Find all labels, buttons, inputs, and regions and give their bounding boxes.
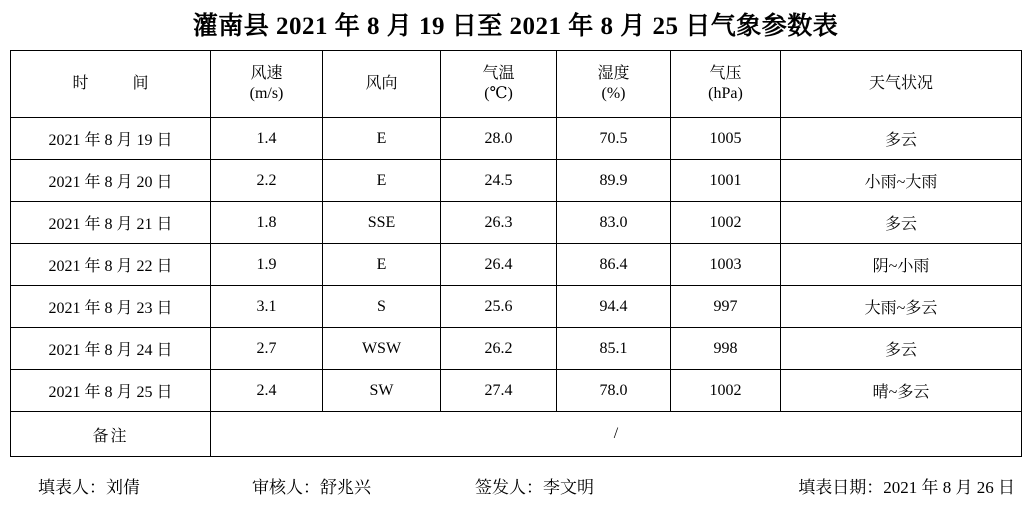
cell-wind-direction: SW	[323, 370, 441, 412]
cell-humidity: 83.0	[557, 202, 671, 244]
cell-humidity: 89.9	[557, 160, 671, 202]
table-row	[11, 160, 1022, 202]
cell-temperature: 27.4	[441, 370, 557, 412]
table-header-row	[11, 51, 1022, 118]
column-header-pressure	[671, 51, 781, 118]
cell-wind-direction: SSE	[323, 202, 441, 244]
cell-pressure: 1002	[671, 370, 781, 412]
column-header-temperature-label: 气温	[482, 65, 515, 82]
footer-filler: 填表人：刘倩	[38, 478, 140, 497]
cell-humidity: 85.1	[557, 328, 671, 370]
cell-temperature: 24.5	[441, 160, 557, 202]
footer-fill-date: 填表日期：2021 年 8 月 26 日	[798, 478, 1015, 497]
remark-label: 备注	[11, 412, 211, 457]
cell-wind-speed: 2.2	[211, 160, 323, 202]
cell-date: 2021 年 8 月 25 日	[11, 370, 211, 412]
column-header-condition	[781, 51, 1022, 118]
cell-wind-speed: 3.1	[211, 286, 323, 328]
table-row	[11, 244, 1022, 286]
cell-temperature: 26.2	[441, 328, 557, 370]
cell-wind-speed: 2.7	[211, 328, 323, 370]
column-header-wind-direction	[323, 51, 441, 118]
table-row	[11, 328, 1022, 370]
cell-wind-direction: S	[323, 286, 441, 328]
cell-temperature: 26.4	[441, 244, 557, 286]
column-header-humidity	[557, 51, 671, 118]
cell-wind-speed: 1.9	[211, 244, 323, 286]
page-title: 灌南县 2021 年 8 月 19 日至 2021 年 8 月 25 日气象参数表	[192, 13, 839, 40]
column-header-wind-speed-unit: (m/s)	[249, 85, 284, 102]
cell-wind-direction: E	[323, 160, 441, 202]
cell-temperature: 26.3	[441, 202, 557, 244]
cell-condition: 阴~小雨	[781, 244, 1022, 286]
cell-humidity: 70.5	[557, 118, 671, 160]
cell-condition: 晴~多云	[781, 370, 1022, 412]
cell-wind-direction: WSW	[323, 328, 441, 370]
cell-temperature: 25.6	[441, 286, 557, 328]
column-header-pressure-unit: (hPa)	[708, 85, 743, 102]
footer-issuer: 签发人：李文明	[475, 478, 594, 497]
cell-condition: 大雨~多云	[781, 286, 1022, 328]
column-header-humidity-unit: (%)	[601, 85, 626, 102]
cell-condition: 小雨~大雨	[781, 160, 1022, 202]
column-header-wind-direction-label: 风向	[365, 75, 398, 92]
cell-wind-speed: 2.4	[211, 370, 323, 412]
cell-condition: 多云	[781, 202, 1022, 244]
cell-wind-direction: E	[323, 118, 441, 160]
cell-date: 2021 年 8 月 19 日	[11, 118, 211, 160]
column-header-condition-label: 天气状况	[868, 75, 933, 92]
cell-date: 2021 年 8 月 21 日	[11, 202, 211, 244]
cell-pressure: 1005	[671, 118, 781, 160]
cell-wind-direction: E	[323, 244, 441, 286]
cell-pressure: 1001	[671, 160, 781, 202]
cell-humidity: 86.4	[557, 244, 671, 286]
cell-date: 2021 年 8 月 20 日	[11, 160, 211, 202]
cell-pressure: 1002	[671, 202, 781, 244]
cell-pressure: 1003	[671, 244, 781, 286]
cell-date: 2021 年 8 月 22 日	[11, 244, 211, 286]
column-header-temperature-unit: (℃)	[484, 85, 513, 102]
column-header-time-label: 时 间	[72, 75, 163, 92]
cell-temperature: 28.0	[441, 118, 557, 160]
weather-table	[10, 50, 1022, 457]
cell-pressure: 997	[671, 286, 781, 328]
cell-date: 2021 年 8 月 23 日	[11, 286, 211, 328]
column-header-time	[11, 51, 211, 118]
remark-row	[11, 412, 1022, 457]
cell-wind-speed: 1.4	[211, 118, 323, 160]
table-row	[11, 202, 1022, 244]
column-header-wind-speed	[211, 51, 323, 118]
cell-humidity: 78.0	[557, 370, 671, 412]
cell-date: 2021 年 8 月 24 日	[11, 328, 211, 370]
cell-humidity: 94.4	[557, 286, 671, 328]
column-header-pressure-label: 气压	[709, 65, 742, 82]
table-row	[11, 370, 1022, 412]
cell-condition: 多云	[781, 328, 1022, 370]
cell-wind-speed: 1.8	[211, 202, 323, 244]
column-header-humidity-label: 湿度	[597, 65, 630, 82]
table-row	[11, 286, 1022, 328]
footer-reviewer: 审核人：舒兆兴	[252, 478, 371, 497]
cell-condition: 多云	[781, 118, 1022, 160]
document-footer	[10, 457, 1021, 498]
cell-pressure: 998	[671, 328, 781, 370]
column-header-wind-speed-label: 风速	[250, 65, 283, 82]
table-row	[11, 118, 1022, 160]
remark-value: /	[211, 412, 1022, 457]
column-header-temperature	[441, 51, 557, 118]
